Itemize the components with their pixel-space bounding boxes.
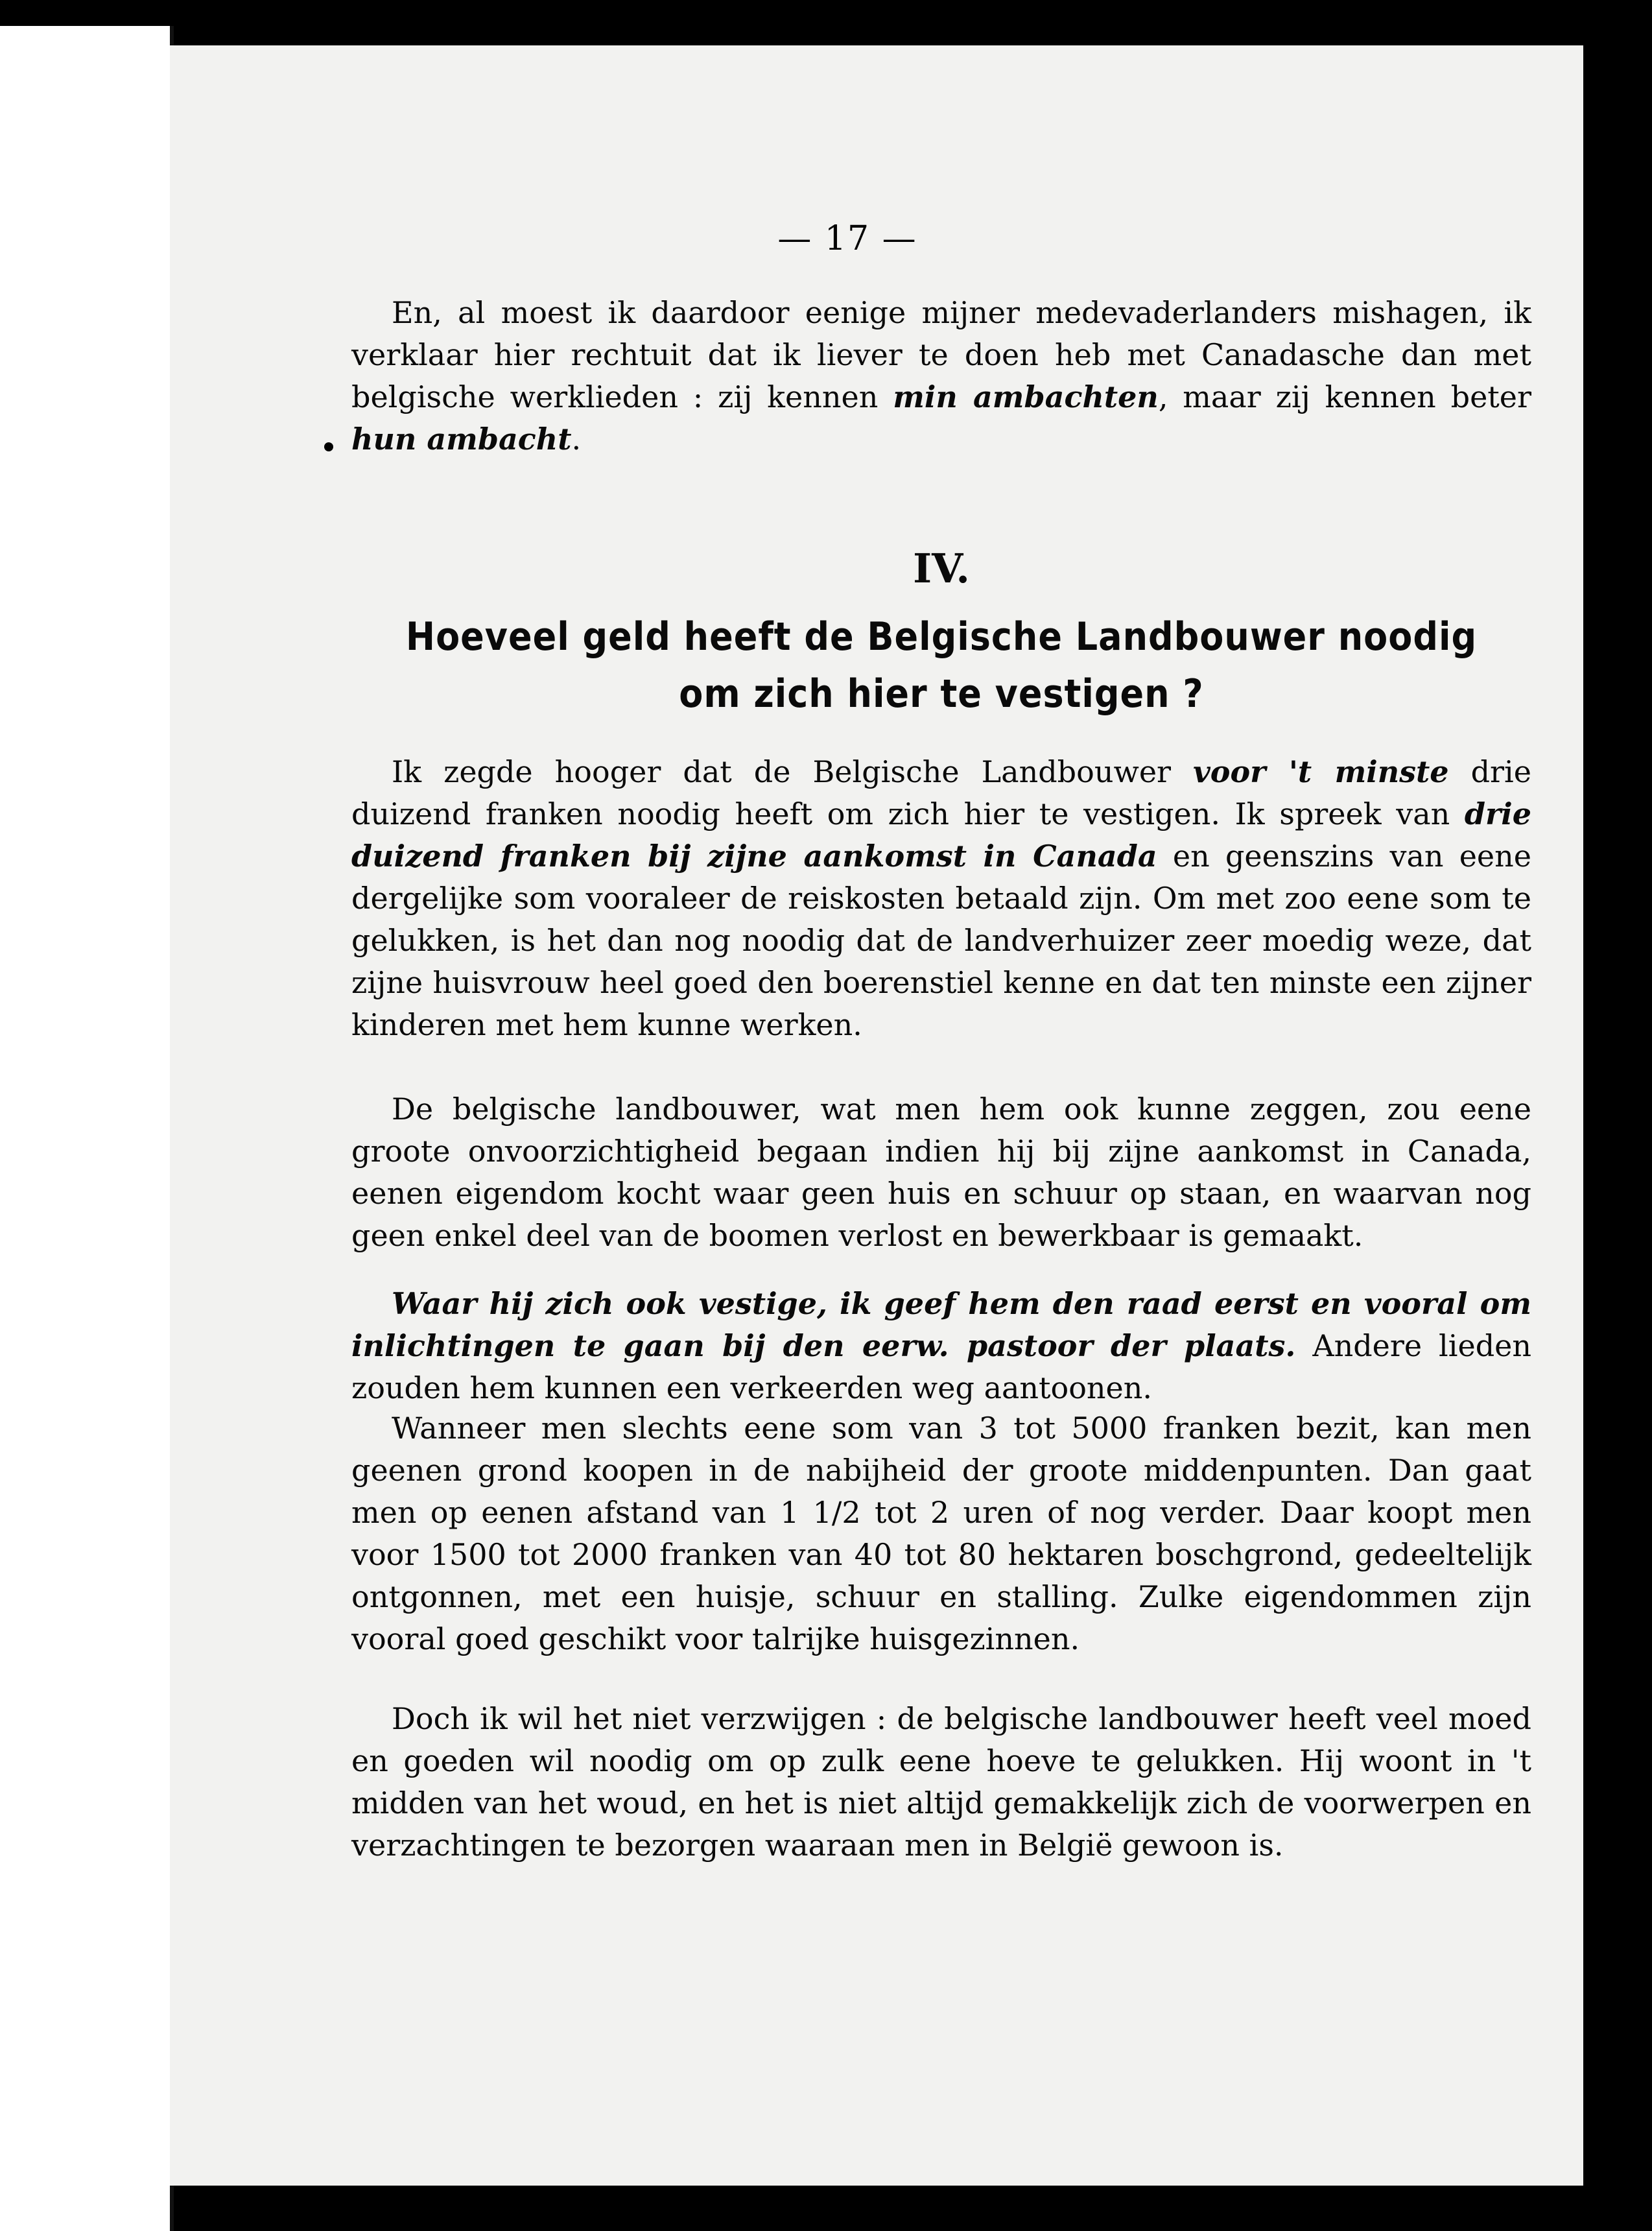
paragraph-2-text-c: en geenszins van eene dergelijke som vooraleer de reiskosten betaald zijn. Om met zoo eene som te gelukken, is het dan nog noodig dat de landverhuizer zeer moedig weze, dat zijne huisvrouw heel goed den boerenstiel kenne en dat ten minste een zijner kinderen met hem kunne werken.	[351, 839, 1531, 1042]
section-title	[351, 608, 1531, 722]
paragraph-1-italic-a: min ambachten	[893, 379, 1159, 414]
margin-dot	[324, 442, 333, 451]
paragraph-2-italic-b: drie duizend franken bij zijne aankomst in Canada	[351, 796, 1531, 874]
paragraph-4-italic: Waar hij zich ook vestige, ik geef hem den raad eerst en vooral om inlichtingen te gaan bij den eerw. pastoor der plaats.	[351, 1286, 1531, 1363]
paragraph-6: Doch ik wil het niet verzwijgen : de belgische landbouwer heeft veel moed en goeden wil noodig om op zulk eene hoeve te gelukken. Hij woont in 't midden van het woud, en het is niet altijd gemakkelijk zich de voorwerpen en verzachtingen te bezorgen waaraan men in België gewoon is.	[351, 1701, 1531, 1863]
paragraph-1	[351, 292, 1531, 460]
paragraph-2	[351, 751, 1531, 1046]
paragraph-1-text-b: , maar zij kennen beter	[1158, 379, 1532, 414]
section-title-line-2: om zich hier te vestigen ?	[679, 671, 1204, 717]
paragraph-1-italic-b: hun ambacht	[351, 422, 572, 457]
section-number: IV.	[913, 545, 970, 592]
paragraph-2-text-b: drie duizend franken noodig heeft om zich hier te vestigen. Ik spreek van	[351, 754, 1531, 831]
document-page	[170, 45, 1583, 2186]
paragraph-2-text-a: Ik zegde hooger dat de Belgische Landbouwer	[392, 754, 1194, 789]
page-number: — 17 —	[777, 219, 917, 258]
paragraph-3: De belgische landbouwer, wat men hem ook kunne zeggen, zou eene groote onvoorzichtigheid begaan indien hij bij zijne aankomst in Canada, eenen eigendom kocht waar geen huis en schuur op staan, en waarvan nog geen enkel deel van de boomen verlost en bewerkbaar is gemaakt.	[351, 1092, 1531, 1253]
section-title-line-1: Hoeveel geld heeft de Belgische Landbouwer noodig	[405, 614, 1478, 660]
paragraph-5: Wanneer men slechts eene som van 3 tot 5000 franken bezit, kan men geenen grond koopen in de nabijheid der groote middenpunten. Dan gaat men op eenen afstand van 1 1/2 tot 2 uren of nog verder. Daar koopt men voor 1500 tot 2000 franken van 40 tot 80 hektaren boschgrond, gedeeltelijk ontgonnen, met een huisje, schuur en stalling. Zulke eigendommen zijn vooral goed geschikt voor talrijke huisgezinnen.	[351, 1411, 1531, 1656]
facing-page-edge	[0, 26, 174, 2231]
paragraph-2-italic-a: voor 't minste	[1193, 754, 1449, 789]
paragraph-1-text-a: En, al moest ik daardoor eenige mijner medevaderlanders mishagen, ik verklaar hier rechtuit dat ik liever te doen heb met Canadasche dan met belgische werklieden : zij kennen	[351, 295, 1531, 414]
paragraph-4-text: Andere lieden zouden hem kunnen een verkeerden weg aantoonen.	[351, 1328, 1531, 1405]
paragraph-4	[351, 1283, 1531, 1409]
paragraph-1-text-c: .	[571, 422, 582, 457]
